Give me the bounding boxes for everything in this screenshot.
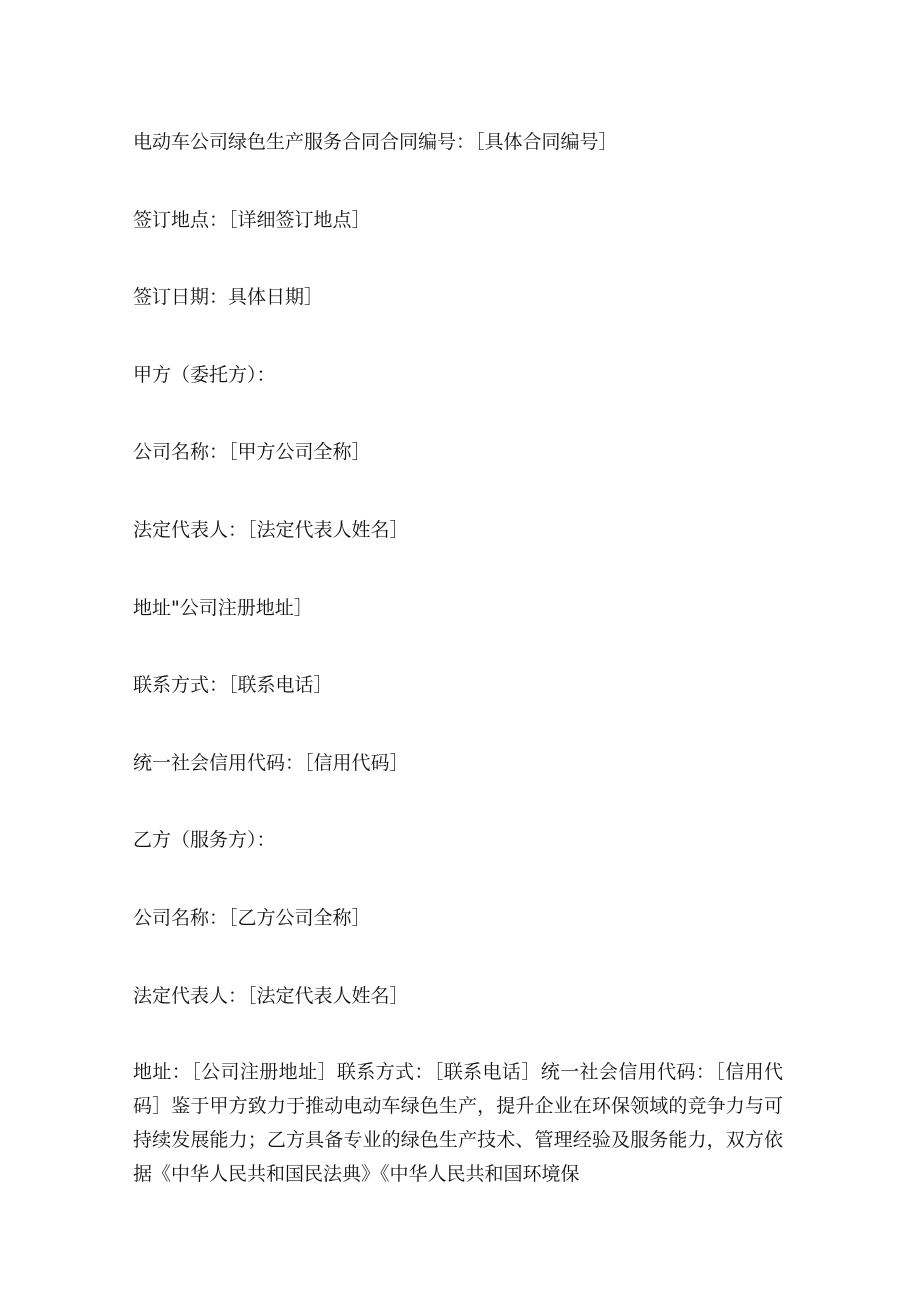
party-a-contact: 联系方式：［联系电话］ — [133, 674, 333, 697]
party-a-legal-representative: 法定代表人：［法定代表人姓名］ — [133, 518, 409, 541]
contract-title-line: 电动车公司绿色生产服务合同合同编号：［具体合同编号］ — [133, 131, 618, 153]
party-a-heading: 甲方（委托方）： — [133, 363, 276, 386]
party-a-credit-code: 统一社会信用代码：［信用代码］ — [133, 751, 409, 774]
party-a-address: 地址"公司注册地址］ — [133, 596, 313, 619]
party-b-legal-representative: 法定代表人：［法定代表人姓名］ — [133, 984, 409, 1007]
party-b-company-name: 公司名称：［乙方公司全称］ — [133, 906, 371, 929]
party-b-heading: 乙方（服务方）： — [133, 829, 276, 852]
signing-date-line: 签订日期：具体日期］ — [133, 286, 324, 309]
document-body — [133, 124, 783, 1191]
party-a-company-name: 公司名称：［甲方公司全称］ — [133, 441, 371, 464]
signing-place-line: 签订地点：［详细签订地点］ — [133, 208, 371, 231]
party-b-details-and-preamble: 地址：［公司注册地址］联系方式：［联系电话］统一社会信用代码：［信用代码］鉴于甲方致力于推动电动车绿色生产，提升企业在环保领域的竞争力与可持续发展能力；乙方具备专业的绿色生产技术、管理经验及服务能力，双方依据《中华人民共和国民法典》《中华人民共和国环境保 — [133, 1060, 783, 1185]
